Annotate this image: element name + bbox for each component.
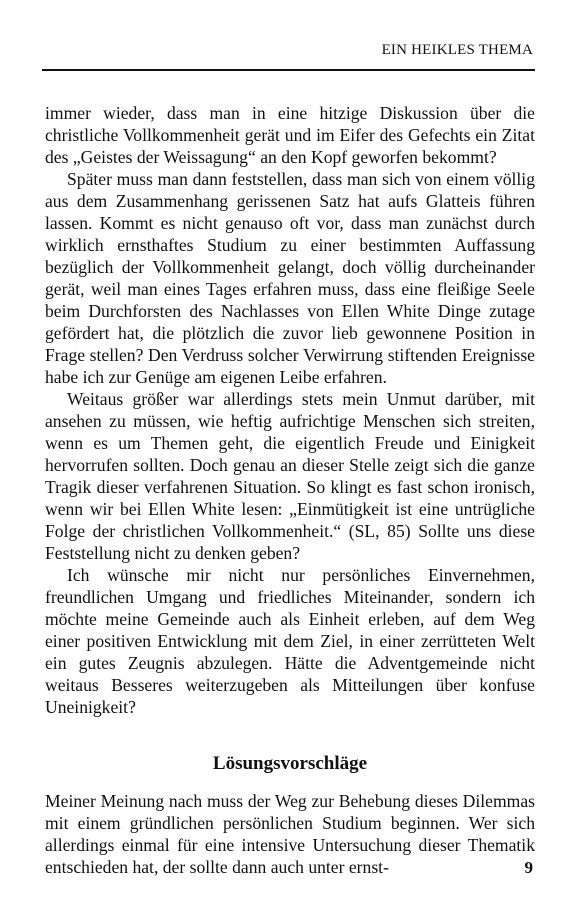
paragraph-2: Später muss man dann feststellen, dass man sich von einem völlig aus dem Zusammenhang gerissenen Satz hat aufs Glatteis führen lassen. Kommt es nicht genauso oft vor, dass man zunächst durch wirklich ernsthaftes Studium zu einer bestimmten Auffassung bezüglich der Vollkommenheit gelangt, doch völlig durcheinander gerät, weil man eines Tages erfahren muss, dass eine fleißige Seele beim Durchforsten des Nachlasses von Ellen White Dinge zutage gefördert hat, die plötzlich die zuvor lieb gewonnene Position in Frage stellen? Den Verdruss solcher Verwirrung stiftenden Ereignisse habe ich zur Genüge am eigenen Leibe erfahren. xyxy=(45,169,535,387)
paragraph-3: Weitaus größer war allerdings stets mein Unmut darüber, mit ansehen zu müssen, wie heftig aufrichtige Menschen sich streiten, wenn es um Themen geht, die eigentlich Freude und Einigkeit hervorrufen sollten. Doch genau an dieser Stelle zeigt sich die ganze Tragik dieser verfahrenen Situation. So klingt es fast schon ironisch, wenn wir bei Ellen White lesen: „Einmütigkeit ist eine untrügliche Folge der christlichen Vollkommenheit.“ (SL, 85) Sollte uns diese Feststellung nicht zu denken geben? xyxy=(45,389,535,563)
page-number: 9 xyxy=(524,858,533,877)
header-rule xyxy=(42,69,535,71)
section-heading: Lösungsvorschläge xyxy=(212,753,368,774)
page-body xyxy=(45,102,535,878)
paragraph-1: immer wieder, dass man in eine hitzige Diskussion über die christliche Vollkommenheit gerät und im Eifer des Gefechts ein Zitat des „Geistes der Weissagung“ an den Kopf geworfen bekommt? xyxy=(45,103,535,167)
section-paragraph: Meiner Meinung nach muss der Weg zur Behebung dieses Dilemmas mit einem gründlichen persönlichen Studium beginnen. Wer sich allerdings einmal für eine intensive Untersuchung dieser Thematik entschieden hat, der sollte dann auch unter ernst- xyxy=(45,791,535,877)
running-head: EIN HEIKLES THEMA xyxy=(381,42,533,58)
paragraph-4: Ich wünsche mir nicht nur persönliches Einvernehmen, freundlichen Umgang und friedliches Miteinander, sondern ich möchte meine Gemeinde auch als Einheit erleben, auf dem Weg einer positiven Entwicklung mit dem Ziel, in einer zerrütteten Welt ein gutes Zeugnis abzulegen. Hätte die Adventgemeinde nicht weitaus Besseres weiterzugeben als Mitteilungen über konfuse Uneinigkeit? xyxy=(45,565,535,717)
